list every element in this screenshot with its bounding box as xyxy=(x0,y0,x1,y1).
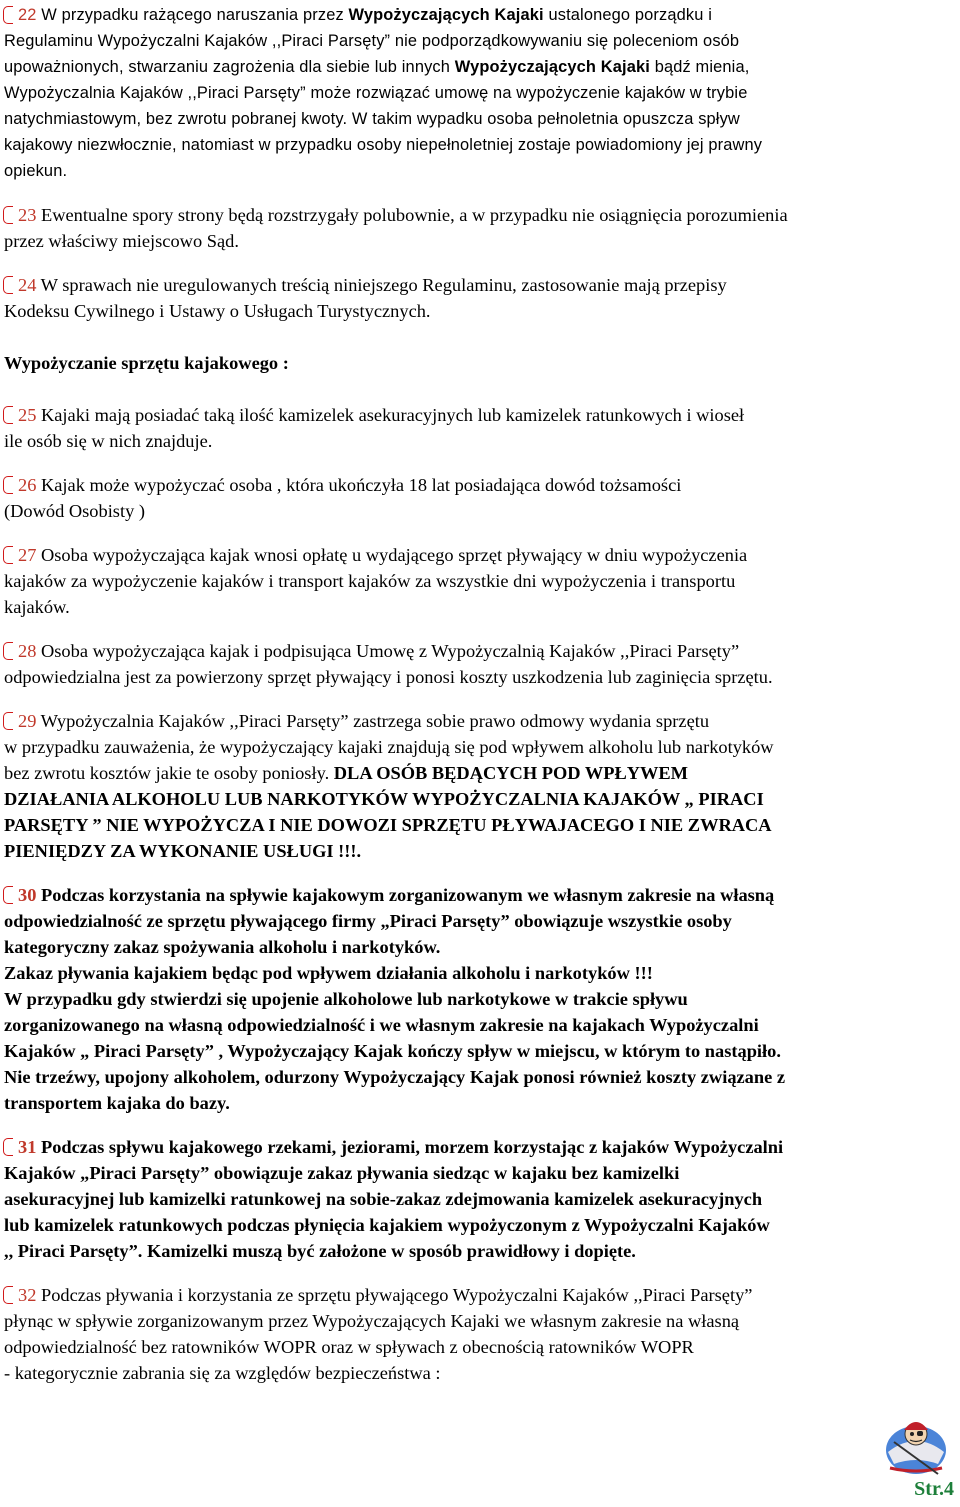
paragraph-29: 29 Wypożyczalnia Kajaków ,,Piraci Parsęty” zastrzega sobie prawo odmowy wydania sprzętu w przypadku zauważenia, że wypożyczający kajaki znajdują się pod wpływem alkoholu lub narkotyków bez zwrotu kosztów jakie te osoby poniosły. DLA OSÓB BĘDĄCYCH POD WPŁYWEM DZIAŁANIA ALKOHOLU LUB NARKOTYKÓW WYPOŻYCZALNIA KAJAKÓW „ PIRACI PARSĘTY ” NIE WYPOŻYCZA I NIE DOWOZI SPRZĘTU PŁYWAJACEGO I NIE ZWRACA PIENIĘDZY ZA WYKONANIE USŁUGI !!!. xyxy=(4,711,774,861)
section-mark-icon xyxy=(3,1286,13,1304)
paragraph-number: 28 xyxy=(18,641,37,661)
paragraph-25: 25 Kajaki mają posiadać taką ilość kamizelek asekuracyjnych lub kamizelek ratunkowych i wioseł ile osób się w nich znajduje. xyxy=(4,405,745,451)
section-mark-icon xyxy=(3,546,13,564)
section-heading: Wypożyczanie sprzętu kajakowego : xyxy=(4,353,289,373)
page-number: Str.4 xyxy=(914,1478,954,1500)
paragraph-number: 23 xyxy=(18,205,37,225)
paragraph-23: 23 Ewentualne spory strony będą rozstrzygały polubownie, a w przypadku nie osiągnięcia porozumienia przez właściwy miejscowo Sąd. xyxy=(4,205,788,251)
paragraph-26: 26 Kajak może wypożyczać osoba , która ukończyła 18 lat posiadająca dowód tożsamości (Dowód Osobisty ) xyxy=(4,475,682,521)
paragraph-number: 24 xyxy=(18,275,37,295)
section-mark-icon xyxy=(3,886,13,904)
paragraph-number: 26 xyxy=(18,475,37,495)
paragraph-number: 30 xyxy=(18,885,37,905)
section-mark-icon xyxy=(3,642,13,660)
section-mark-icon xyxy=(3,206,13,224)
paragraph-number: 29 xyxy=(18,711,37,731)
section-mark-icon xyxy=(3,712,13,730)
paragraph-32: 32 Podczas pływania i korzystania ze sprzętu pływającego Wypożyczalni Kajaków ,,Piraci Parsęty” płynąc w spływie zorganizowanym przez Wypożyczających Kajaki we własnym zakresie na własną odpowiedzialność bez ratowników WOPR oraz w spływach z obecnością ratowników WOPR - kategorycznie zabrania się za względów bezpieczeństwa : xyxy=(4,1285,753,1383)
pirate-logo-icon xyxy=(880,1412,952,1480)
section-mark-icon xyxy=(3,406,13,424)
paragraph-number: 25 xyxy=(18,405,37,425)
document-page xyxy=(4,0,954,1386)
section-mark-icon xyxy=(3,1138,13,1156)
paragraph-number: 31 xyxy=(18,1137,37,1157)
paragraph-number: 27 xyxy=(18,545,37,565)
paragraph-27: 27 Osoba wypożyczająca kajak wnosi opłatę u wydającego sprzęt pływający w dniu wypożyczenia kajaków za wypożyczenie kajaków i transport kajaków za wszystkie dni wypożyczenia i transportu kajaków. xyxy=(4,545,748,617)
paragraph-number: 32 xyxy=(18,1285,37,1305)
paragraph-22: 22 W przypadku rażącego naruszania przez Wypożyczających Kajaki ustalonego porządku i Regulaminu Wypożyczalni Kajaków ,,Piraci Parsęty” nie podporządkowywaniu się poleceniom osób upoważnionych, stwarzaniu zagrożenia dla siebie lub innych Wypożyczających Kajaki bądź mienia, Wypożyczalnia Kajaków ,,Piraci Parsęty” może rozwiązać umowę na wypożyczenie kajaków w trybie natychmiastowym, bez zwrotu pobranej kwoty. W takim wypadku osoba pełnoletnia opuszcza spływ kajakowy niezwłocznie, natomiast w przypadku osoby niepełnoletniej zostaje powiadomiony jej prawny opiekun. xyxy=(4,6,763,180)
paragraph-28: 28 Osoba wypożyczająca kajak i podpisująca Umowę z Wypożyczalnią Kajaków ,,Piraci Parsęty” odpowiedzialna jest za powierzony sprzęt pływający i ponosi koszty uszkodzenia lub zaginięcia sprzętu. xyxy=(4,641,773,687)
paragraph-24: 24 W sprawach nie uregulowanych treścią niniejszego Regulaminu, zastosowanie mają przepisy Kodeksu Cywilnego i Ustawy o Usługach Turystycznych. xyxy=(4,275,727,321)
paragraph-number: 22 xyxy=(18,6,37,24)
section-mark-icon xyxy=(3,276,13,294)
section-mark-icon xyxy=(3,6,13,24)
paragraph-31: 31 Podczas spływu kajakowego rzekami, jeziorami, morzem korzystając z kajaków Wypożyczalni Kajaków „Piraci Parsęty” obowiązuje zakaz pływania siedząc w kajaku bez kamizelki asekuracyjnej lub kamizelki ratunkowej na sobie-zakaz zdejmowania kamizelek asekuracyjnych lub kamizelek ratunkowych podczas płynięcia kajakiem wypożyczonym z Wypożyczalni Kajaków ,, Piraci Parsęty”. Kamizelki muszą być założone w sposób prawidłowy i dopięte. xyxy=(4,1137,784,1261)
section-mark-icon xyxy=(3,476,13,494)
paragraph-30: 30 Podczas korzystania na spływie kajakowym zorganizowanym we własnym zakresie na własną odpowiedzialność ze sprzętu pływającego firmy „Piraci Parsęty” obowiązuje wszystkie osoby kategoryczny zakaz spożywania alkoholu i narkotyków. Zakaz pływania kajakiem będąc pod wpływem działania alkoholu i narkotyków !!! W przypadku gdy stwierdzi się upojenie alkoholowe lub narkotykowe w trakcie spływu zorganizowanego na własną odpowiedzialność i we własnym zakresie na kajakach Wypożyczalni Kajaków „ Piraci Parsęty” , Wypożyczający Kajak kończy spływ w miejscu, w którym to nastąpiło. Nie trzeźwy, upojony alkoholem, odurzony Wypożyczający Kajak ponosi również koszty związane z transportem kajaka do bazy. xyxy=(4,885,786,1113)
